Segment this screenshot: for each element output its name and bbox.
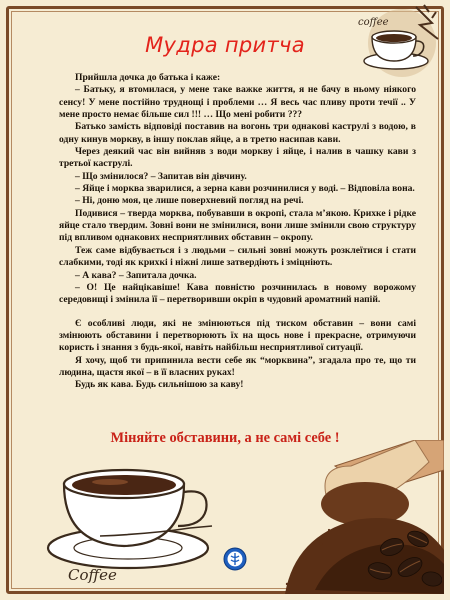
story-paragraph: Прийшла дочка до батька і каже: xyxy=(75,72,221,83)
story-paragraph: Подивися – тверда морква, побувавши в окропі, стала м’якою. Крихке і рідке яйце стало твердим. Зовні вони не змінилися, вони лише змінили свою структуру під впливом однакових несприятливих обставин – окропу. xyxy=(59,207,416,244)
moral-paragraph: Будь як кава. Будь сильнішою за каву! xyxy=(75,379,244,391)
story-paragraph: – О! Це найцікавіше! Кава повністю розчинилась в новому ворожому середовищі і змінила її – перетворивши окріп в чудовий ароматний напій. xyxy=(59,281,416,306)
story-paragraph: – Батьку, я втомилася, у мене таке важке життя, я не бачу в ньому ніякого сенсу! У мене постійно труднощі і проблеми … Я весь час пливу проти течії .. У мене просто немає більше сил !!! … Що мені робити ??? xyxy=(59,84,416,121)
story-paragraph: Через деякий час він вийняв з води моркву і яйце, і налив в чашку кави з третьої каструлі. xyxy=(59,146,416,170)
school-emblem-icon xyxy=(223,547,247,571)
story-text xyxy=(59,72,416,392)
coffee-cup-bottom-icon xyxy=(40,448,240,588)
story-paragraph: Теж саме відбувається і з людьми – сильні зовні можуть розклеїтися і стати слабкими, тоді як крихкі і ніжні лише затвердіють і зміцніють. xyxy=(59,244,416,269)
story-paragraph: – Яйце і морква зварилися, а зерна кави розчинилися у воді. – Відповіла вона. xyxy=(75,183,415,195)
story-paragraph: – А кава? – Запитала дочка. xyxy=(75,269,197,281)
bottom-cup-lettering: Coffee xyxy=(68,566,117,584)
story-paragraph: – Що змінилося? – Запитав він дівчину. xyxy=(75,170,247,182)
top-cup-lettering: coffee xyxy=(358,17,389,28)
coffee-beans-icon xyxy=(362,525,442,593)
story-paragraph: Батько замість відповіді поставив на вогонь три однакові каструлі з водою, в одну кинув моркву, в іншу поклав яйце, а в третю насипав кави. xyxy=(59,121,416,145)
page-title: Мудра притча xyxy=(145,33,305,57)
moral-paragraph: Я хочу, щоб ти припинила вести себе як “морквина”, згадала про те, що ти людина, щастя якої – в її власних руках! xyxy=(59,354,416,378)
story-paragraph: – Ні, доню моя, це лише поверхневий погляд на речі. xyxy=(75,195,304,207)
moral-paragraph: Є особливі люди, які не змінюються під тиском обставин – вони самі змінюють обставини і перетворюють їх на щось нове і прекрасне, отримуючи користь і знання з будь-якої, навіть найбільш несприятливої ситуації. xyxy=(59,317,416,354)
motto-text: Міняйте обставини, а не самі себе ! xyxy=(110,430,340,446)
